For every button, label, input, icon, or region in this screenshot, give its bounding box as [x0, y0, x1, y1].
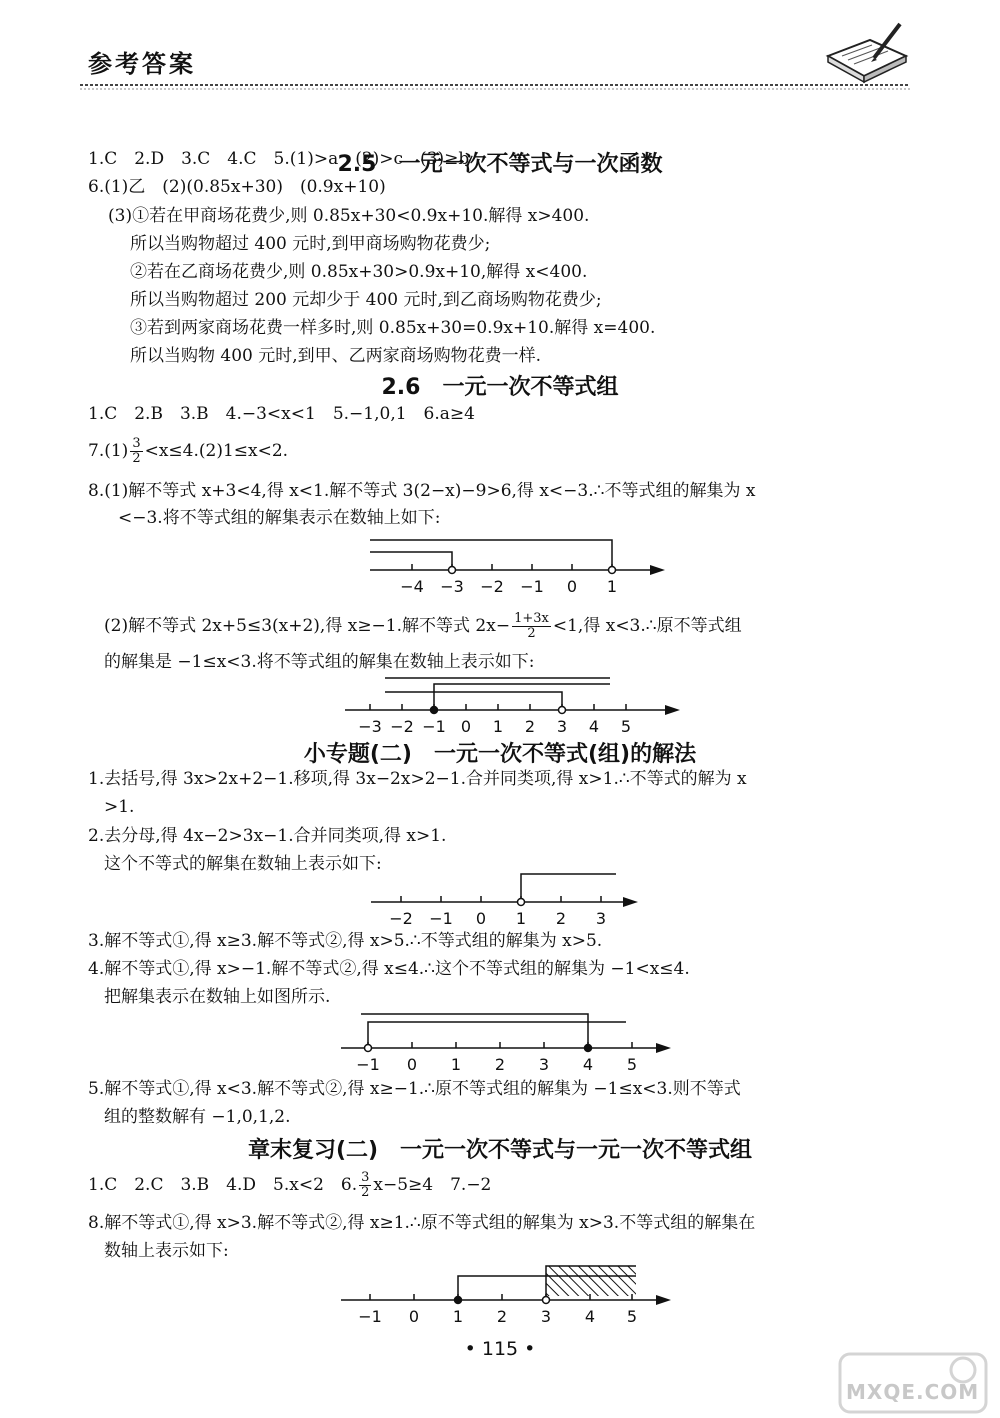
section-title-2-6: 2.6 一元一次不等式组: [381, 375, 619, 400]
fraction-denominator: 2: [361, 1185, 370, 1200]
tick-label: 2: [496, 1307, 508, 1326]
answer-line: ③若到两家商场花费一样多时,则 0.85x+30=0.9x+10.解得 x=400.: [130, 318, 656, 338]
answer-text: 1.C 2.C 3.B 4.D 5.x<2 6.: [88, 1175, 358, 1195]
tick-label: 4: [582, 1055, 594, 1074]
answer-line: <−3.将不等式组的解集表示在数轴上如下:: [118, 508, 441, 528]
answer-line: 8.解不等式①,得 x>3.解不等式②,得 x≥1.∴原不等式组的解集为 x>3.不等式组的解集在: [88, 1213, 756, 1233]
tick-label: 1: [606, 577, 618, 596]
tick-label: −1: [422, 717, 446, 736]
answer-line: 这个不等式的解集在数轴上表示如下:: [104, 854, 382, 874]
answer-line: 2.去分母,得 4x−2>3x−1.合并同类项,得 x>1.: [88, 826, 447, 846]
tick-label: 2: [494, 1055, 506, 1074]
tick-label: −1: [358, 1307, 382, 1326]
tick-label: −2: [480, 577, 504, 596]
tick-label: 4: [584, 1307, 596, 1326]
answer-text: x−5≥4 7.−2: [373, 1175, 492, 1195]
tick-label: −1: [429, 909, 453, 928]
page-number: • 115 •: [464, 1338, 536, 1360]
fraction-denominator: 2: [527, 626, 536, 641]
answer-line: [104, 612, 742, 641]
tick-label: 1: [492, 717, 504, 736]
tick-label: 1: [452, 1307, 464, 1326]
header-title: 参考答案: [88, 50, 196, 78]
notebook-pen-icon: [822, 18, 912, 88]
number-line-5: [336, 1262, 681, 1332]
tick-label: 2: [524, 717, 536, 736]
tick-label: 1: [450, 1055, 462, 1074]
answer-line: 把解集表示在数轴上如图所示.: [104, 987, 331, 1007]
tick-label: 0: [460, 717, 472, 736]
tick-label: 5: [620, 717, 632, 736]
answer-line: 数轴上表示如下:: [104, 1241, 229, 1261]
tick-label: −4: [400, 577, 424, 596]
answer-text: <1,得 x<3.∴原不等式组: [552, 616, 742, 636]
answer-line: 5.解不等式①,得 x<3.解不等式②,得 x≥−1.∴原不等式组的解集为 −1≤x<3.则不等式: [88, 1079, 741, 1099]
answer-text: (2)解不等式 2x+5≤3(x+2),得 x≥−1.解不等式 2x−: [104, 616, 511, 636]
fraction-numerator: 3: [361, 1170, 370, 1185]
tick-label: −1: [520, 577, 544, 596]
answer-line: (3)①若在甲商场花费少,则 0.85x+30<0.9x+10.解得 x>400.: [108, 206, 590, 226]
answer-line: [88, 437, 288, 466]
tick-label: 0: [406, 1055, 418, 1074]
tick-label: 3: [540, 1307, 552, 1326]
answer-line: 的解集是 −1≤x<3.将不等式组的解集在数轴上表示如下:: [104, 652, 535, 672]
answer-line: 4.解不等式①,得 x>−1.解不等式②,得 x≤4.∴这个不等式组的解集为 −1<x≤4.: [88, 959, 690, 979]
tick-label: 3: [538, 1055, 550, 1074]
answer-line: 所以当购物超过 200 元却少于 400 元时,到乙商场购物花费少;: [130, 290, 602, 310]
section-title-2-5: 2.5 一元一次不等式与一次函数: [337, 152, 663, 177]
watermark-text: MXQE.COM: [846, 1380, 980, 1404]
tick-label: 4: [588, 717, 600, 736]
tick-label: 1: [515, 909, 527, 928]
answer-line: 1.C 2.D 3.C 4.C 5.(1)>a (2)>c (3)≥b: [88, 149, 470, 169]
tick-label: −2: [389, 909, 413, 928]
answer-line: 所以当购物 400 元时,到甲、乙两家商场购物花费一样.: [130, 346, 542, 366]
tick-label: 2: [555, 909, 567, 928]
answer-line: ②若在乙商场花费少,则 0.85x+30>0.9x+10,解得 x<400.: [130, 262, 588, 282]
section-title-review-2: 章末复习(二) 一元一次不等式与一元一次不等式组: [247, 1138, 753, 1163]
tick-label: 0: [475, 909, 487, 928]
tick-label: −3: [358, 717, 382, 736]
answer-line: 1.去括号,得 3x>2x+2−1.移项,得 3x−2x>2−1.合并同类项,得 x>1.∴不等式的解为 x: [88, 769, 747, 789]
page-header: [0, 0, 1000, 100]
header-dotted-rule: [80, 82, 910, 92]
answer-line: [88, 1171, 491, 1200]
answer-line: 所以当购物超过 400 元时,到甲商场购物花费少;: [130, 234, 491, 254]
fraction: [512, 612, 551, 641]
answer-text: <x≤4.(2)1≤x<2.: [144, 441, 289, 461]
fraction: [359, 1171, 371, 1200]
number-line-2: [340, 670, 685, 742]
number-line-3: [366, 868, 646, 936]
fraction-denominator: 2: [132, 451, 141, 466]
tick-label: 5: [626, 1055, 638, 1074]
fraction-numerator: 1+3x: [514, 611, 549, 626]
fraction: [130, 437, 142, 466]
answer-line: 6.(1)乙 (2)(0.85x+30) (0.9x+10): [88, 177, 386, 197]
tick-label: 5: [626, 1307, 638, 1326]
tick-label: 3: [595, 909, 607, 928]
number-line-4: [336, 1010, 681, 1082]
number-line-1: [360, 530, 670, 604]
tick-label: −2: [390, 717, 414, 736]
tick-label: 0: [566, 577, 578, 596]
tick-label: 0: [408, 1307, 420, 1326]
answer-line: >1.: [104, 797, 135, 817]
answer-line: 1.C 2.B 3.B 4.−3<x<1 5.−1,0,1 6.a≥4: [88, 404, 475, 424]
answer-line: 组的整数解有 −1,0,1,2.: [104, 1107, 291, 1127]
tick-label: 3: [556, 717, 568, 736]
answer-line: 8.(1)解不等式 x+3<4,得 x<1.解不等式 3(2−x)−9>6,得 x<−3.∴不等式组的解集为 x: [88, 481, 756, 501]
answer-text: 7.(1): [88, 441, 129, 461]
section-title-topic-2: 小专题(二) 一元一次不等式(组)的解法: [303, 742, 697, 767]
answer-line: 3.解不等式①,得 x≥3.解不等式②,得 x>5.∴不等式组的解集为 x>5.: [88, 931, 603, 951]
fraction-numerator: 3: [132, 436, 141, 451]
tick-label: −3: [440, 577, 464, 596]
tick-label: −1: [356, 1055, 380, 1074]
